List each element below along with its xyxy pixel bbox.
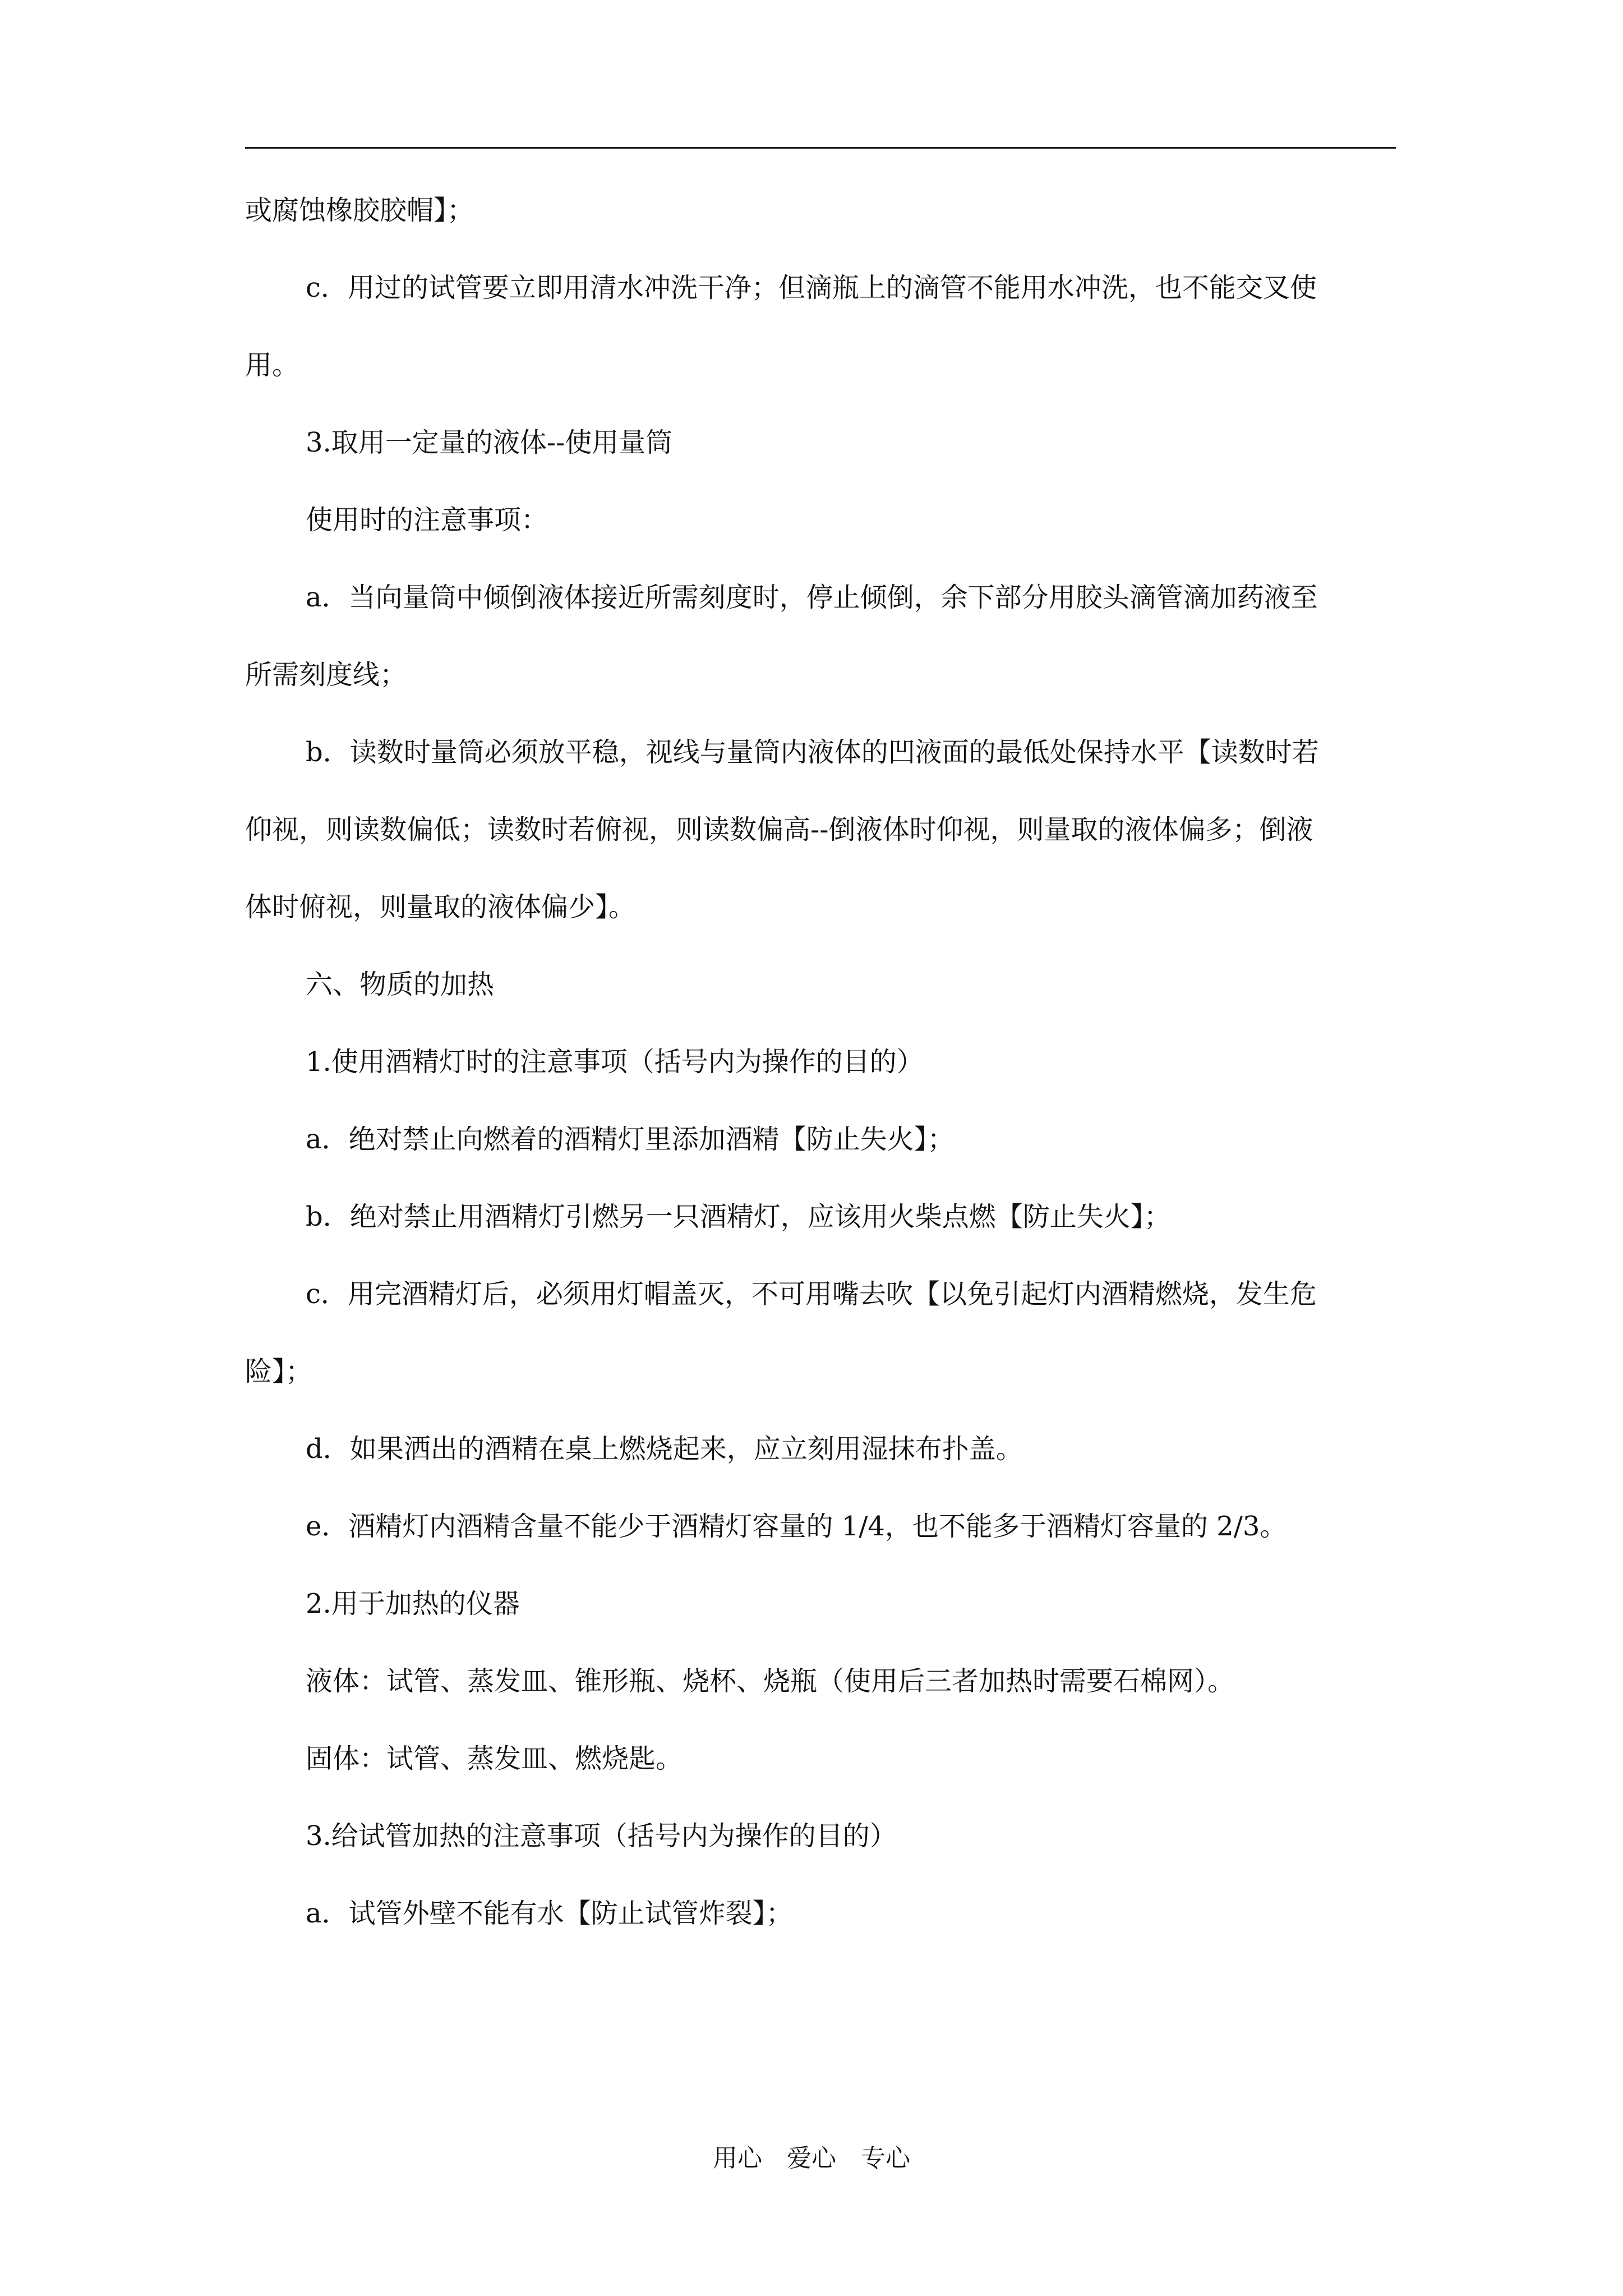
section-heading: 2.用于加热的仪器: [306, 1588, 520, 1619]
text-line: 液体：试管、蒸发皿、锥形瓶、烧杯、烧瓶（使用后三者加热时需要石棉网）。: [306, 1665, 1235, 1697]
text-line: e．酒精灯内酒精含量不能少于酒精灯容量的 1/4，也不能多于酒精灯容量的 2/3。: [306, 1511, 1287, 1542]
section-heading: 1.使用酒精灯时的注意事项（括号内为操作的目的）: [306, 1046, 924, 1078]
text-line: 体时俯视，则量取的液体偏少】。: [245, 891, 636, 923]
text-line: 或腐蚀橡胶胶帽】；: [245, 195, 474, 226]
text-line: 所需刻度线；: [245, 659, 407, 691]
text-line: b．读数时量筒必须放平稳，视线与量筒内液体的凹液面的最低处保持水平【读数时若: [306, 737, 1319, 768]
text-line: 固体：试管、蒸发皿、燃烧匙。: [306, 1743, 683, 1774]
document-body: [245, 191, 1396, 1971]
text-line: c．用完酒精灯后，必须用灯帽盖灭，不可用嘴去吹【以免引起灯内酒精燃烧，发生危: [306, 1278, 1317, 1310]
header-rule: [245, 147, 1396, 149]
section-heading: 3.取用一定量的液体--使用量筒: [306, 427, 673, 458]
text-line: a．当向量筒中倾倒液体接近所需刻度时，停止倾倒，余下部分用胶头滴管滴加药液至: [306, 582, 1318, 613]
text-line: a．试管外壁不能有水【防止试管炸裂】；: [306, 1898, 793, 1929]
text-line: 用。: [245, 349, 299, 381]
text-line: 险】；: [245, 1356, 313, 1387]
text-line: d．如果洒出的酒精在桌上燃烧起来，应立刻用湿抹布扑盖。: [306, 1433, 1023, 1465]
text-line: b．绝对禁止用酒精灯引燃另一只酒精灯，应该用火柴点燃【防止失火】；: [306, 1201, 1171, 1232]
page-footer: 用心 爱心 专心: [713, 2144, 910, 2173]
text-line: 使用时的注意事项：: [306, 504, 548, 536]
text-line: 仰视，则读数偏低；读数时若俯视，则读数偏高--倒液体时仰视，则量取的液体偏多；倒液: [245, 814, 1313, 845]
text-line: c．用过的试管要立即用清水冲洗干净；但滴瓶上的滴管不能用水冲洗，也不能交叉使: [306, 272, 1317, 303]
text-line: a．绝对禁止向燃着的酒精灯里添加酒精【防止失火】；: [306, 1124, 955, 1155]
section-heading: 六、物质的加热: [306, 969, 495, 1000]
section-heading: 3.给试管加热的注意事项（括号内为操作的目的）: [306, 1820, 897, 1852]
